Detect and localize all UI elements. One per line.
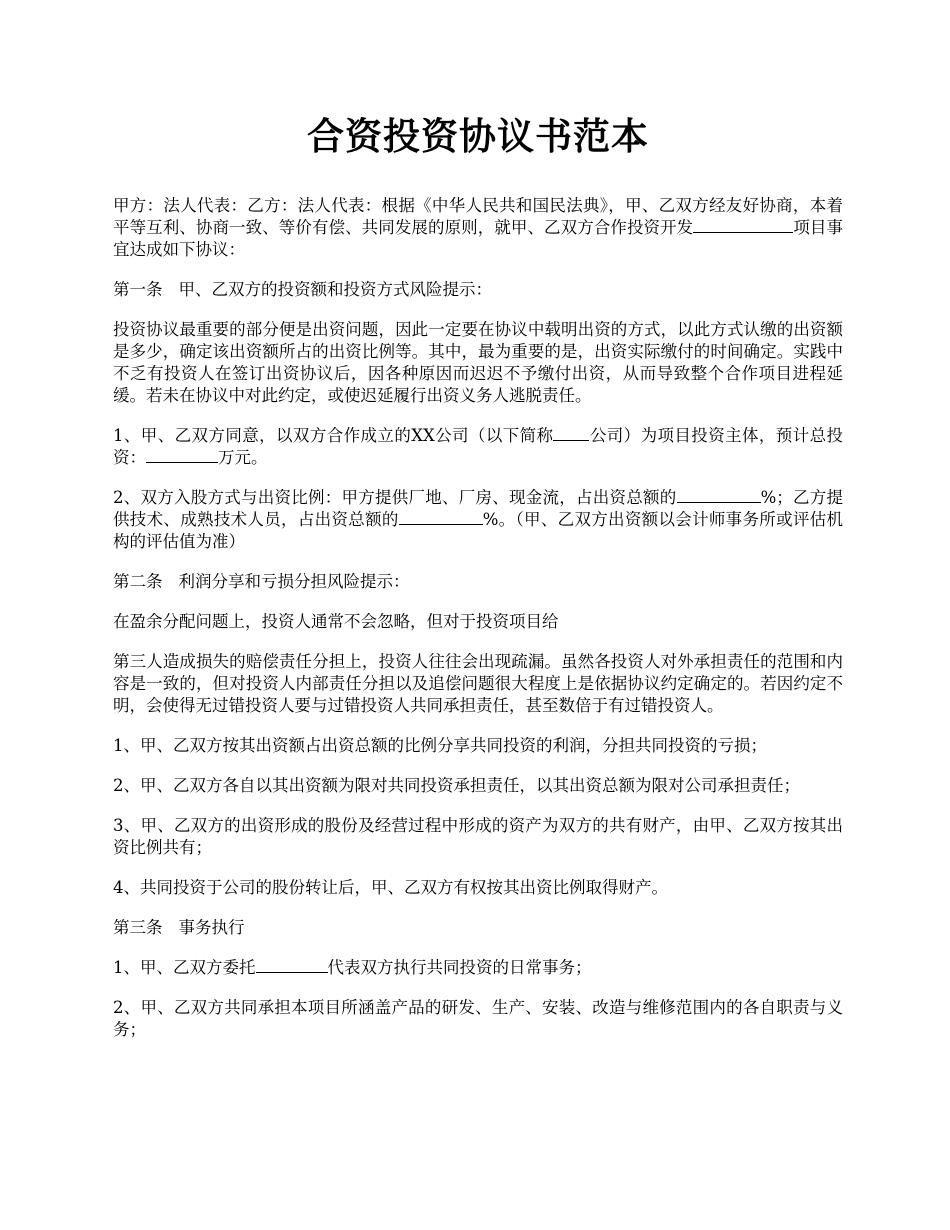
article-1-number: 第一条 [113,280,163,299]
article-1-item-1-text-b: 公司）为项目投资主体，预计总投资： [113,426,844,467]
article-3-item-1-text-b: 代表双方执行共同投资的日常事务； [327,958,592,977]
article-1-item-2-text-b: %；乙方提供技术、成熟技术人员，占出资总额的 [113,488,843,529]
document-title: 合资投资协议书范本 [307,114,649,158]
article-3-item-2: 2、甲、乙双方共同承担本项目所涵盖产品的研发、生产、安装、改造与维修范围内的各自职责与义务； [113,998,843,1039]
article-3-title: 事务执行 [178,918,245,937]
article-1-heading [113,279,843,301]
party-b-ratio-blank[interactable] [399,523,483,525]
representative-blank[interactable] [256,971,328,973]
article-1-item-2-text-a: 2、双方入股方式与出资比例：甲方提供厂地、厂房、现金流，占出资总额的 [113,488,677,507]
article-3-number: 第三条 [113,918,163,937]
article-1-item-2 [113,487,843,553]
article-1-item-2-text-c: %。（甲、乙双方出资额以会计师事务所或评估机构的评估值为准） [113,510,844,551]
article-2-heading [113,571,843,593]
article-2-item-4: 4、共同投资于公司的股份转让后，甲、乙双方有权按其出资比例取得财产。 [113,878,668,897]
article-3-item-1-text-a: 1、甲、乙双方委托 [113,958,256,977]
article-1-title: 甲、乙双方的投资额和投资方式风险提示： [178,280,492,299]
article-1-risk-paragraph: 投资协议最重要的部分便是出资问题，因此一定要在协议中载明出资的方式，以此方式认缴的出资额是多少，确定该出资额所占的出资比例等。其中，最为重要的是，出资实际缴付的时间确定。实践中不乏有投资人在签订出资协议后，因各种原因而迟迟不予缴付出资，从而导致整个合作项目进程延缓。若未在协议中对此约定，或使迟延履行出资义务人逃脱责任。 [113,320,843,405]
article-2-item-3: 3、甲、乙双方的出资形成的股份及经营过程中形成的资产为双方的共有财产，由甲、乙双方按其出资比例共有； [113,816,843,857]
article-2-item-1: 1、甲、乙双方按其出资额占出资总额的比例分享共同投资的利润，分担共同投资的亏损； [113,736,767,755]
project-name-blank[interactable] [693,231,793,233]
document-page [113,110,843,1059]
party-a-ratio-blank[interactable] [677,501,761,503]
article-2-item-2: 2、甲、乙双方各自以其出资额为限对共同投资承担责任，以其出资总额为限对公司承担责任； [113,776,800,795]
article-3-heading [113,917,843,939]
article-2-number: 第二条 [113,572,163,591]
intro-paragraph [113,195,843,261]
article-1-item-1-text-a: 1、甲、乙双方同意，以双方合作成立的XX公司（以下简称 [113,426,554,445]
article-3-item-1 [113,957,843,979]
article-2-paragraph-1: 在盈余分配问题上，投资人通常不会忽略，但对于投资项目给 [113,612,559,631]
total-investment-blank[interactable] [146,461,218,463]
article-1-item-1-text-c: 万元。 [218,448,268,467]
article-2-title: 利润分享和亏损分担风险提示： [178,572,410,591]
intro-text-2: 项目事宜达成如下协议： [113,218,844,259]
article-2-paragraph-2: 第三人造成损失的赔偿责任分担上，投资人往往会出现疏漏。虽然各投资人对外承担责任的范围和内容是一致的，但对投资人内部责任分担以及追偿问题很大程度上是依据协议约定确定的。若因约定不明，会使得无过错投资人要与过错投资人共同承担责任，甚至数倍于有过错投资人。 [113,652,843,715]
company-short-name-blank[interactable] [553,439,589,441]
article-1-item-1 [113,425,843,469]
intro-text-1: 甲方：法人代表：乙方：法人代表：根据《中华人民共和国民法典》，甲、乙双方经友好协商，本着平等互利、协商一致、等价有偿、共同发展的原则，就甲、乙双方合作投资开发 [113,196,843,237]
